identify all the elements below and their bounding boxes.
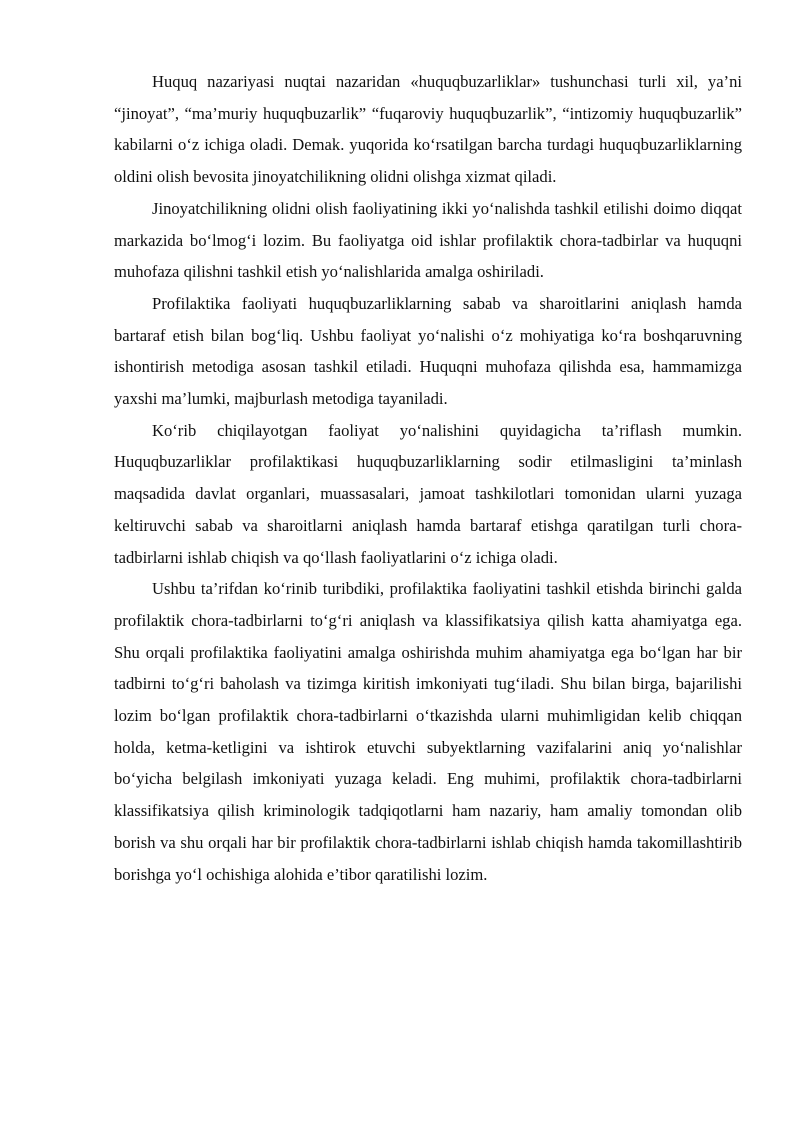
- paragraph-1: Huquq nazariyasi nuqtai nazaridan «huquqbuzarliklar» tushunchasi turli xil, ya’ni “jinoyat”, “ma’muriy huquqbuzarlik” “fuqaroviy huquqbuzarlik”, “intizomiy huquqbuzarlik” kabilarni o‘z ichiga oladi. Demak. yuqorida ko‘rsatilgan barcha turdagi huquqbuzarliklarning oldini olish bevosita jinoyatchilikning olidni olishga xizmat qiladi.: [114, 72, 742, 187]
- paragraph-4: Ko‘rib chiqilayotgan faoliyat yo‘nalishini quyidagicha ta’riflash mumkin. Huquqbuzarliklar profilaktikasi huquqbuzarliklarning sodir etilmasligini ta’minlash maqsadida davlat organlari, muassasalari, jamoat tashkilotlari tomonidan ularni yuzaga keltiruvchi sabab va sharoitlarni aniqlash hamda bartaraf etishga qaratilgan turli chora-tadbirlarni ishlab chiqish va qo‘llash faoliyatlarini o‘z ichiga oladi.: [114, 420, 742, 567]
- paragraph-3: Profilaktika faoliyati huquqbuzarliklarning sabab va sharoitlarini aniqlash hamda bartaraf etish bilan bog‘liq. Ushbu faoliyat yo‘nalishi o‘z mohiyatiga ko‘ra boshqaruvning ishontirish metodiga asosan tashkil etiladi. Huquqni muhofaza qilishda esa, hammamizga yaxshi ma’lumki, majburlash metodiga tayaniladi.: [114, 293, 742, 409]
- paragraph-2: Jinoyatchilikning olidni olish faoliyatining ikki yo‘nalishda tashkil etilishi doimo diqqat markazida bo‘lmog‘i lozim. Bu faoliyatga oid ishlar profilaktik chora-tadbirlar va huquqni muhofaza qilishni tashkil etish yo‘nalishlarida amalga oshiriladi.: [114, 198, 742, 282]
- paragraph-5: Ushbu ta’rifdan ko‘rinib turibdiki, profilaktika faoliyatini tashkil etishda birinchi galda profilaktik chora-tadbirlarni to‘g‘ri aniqlash va klassifikatsiya qilish katta ahamiyatga ega. Shu orqali profilaktika faoliyatini amalga oshirishda muhim ahamiyatga ega bo‘lgan har bir tadbirni to‘g‘ri baholash va tizimga kiritish imkoniyati tug‘iladi. Shu bilan birga, bajarilishi lozim bo‘lgan profilaktik chora-tadbirlarni o‘tkazishda ularni muhimligidan kelib chiqqan holda, ketma-ketligini va ishtirok etuvchi subyektlarning vazifalarini aniq yo‘nalishlar bo‘yicha belgilash imkoniyati yuzaga keladi. Eng muhimi, profilaktik chora-tadbirlarni klassifikatsiya qilish kriminologik tadqiqotlarni ham nazariy, ham amaliy tomondan olib borish va shu orqali har bir profilaktik chora-tadbirlarni ishlab chiqish hamda takomillashtirib borishga yo‘l ochishiga alohida e’tibor qaratilishi lozim.: [114, 579, 742, 884]
- document-page: [114, 66, 742, 890]
